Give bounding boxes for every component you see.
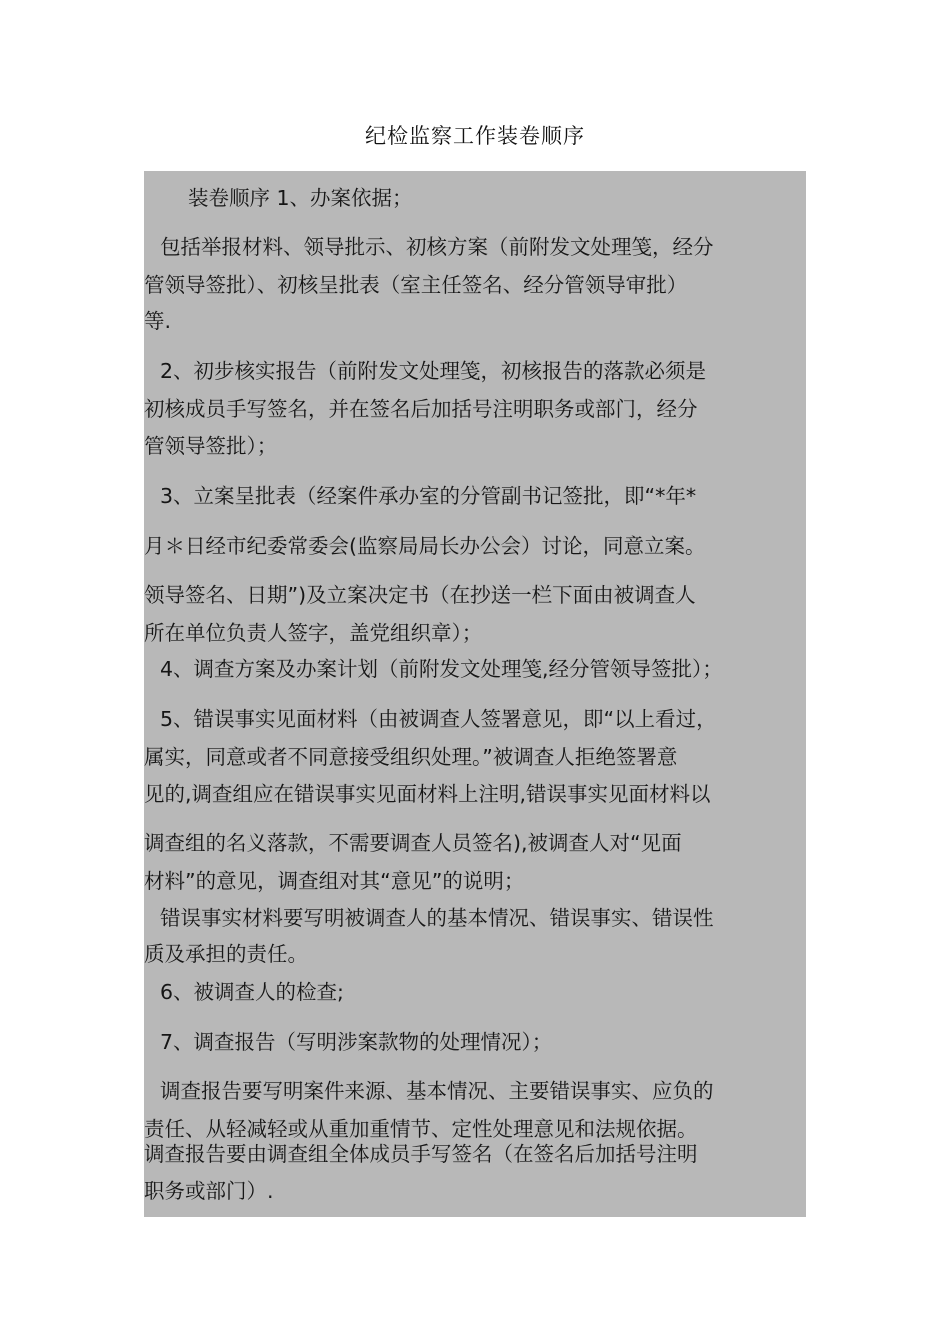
text-line: 6、被调查人的检查; — [160, 980, 344, 1004]
text-line: 材料”的意见，调查组对其“意见”的说明； — [144, 869, 525, 893]
text-line: 调查报告要由调查组全体成员手写签名（在签名后加括号注明 — [144, 1142, 698, 1166]
text-line: 职务或部门）. — [144, 1179, 274, 1203]
text-line: 2、初步核实报告（前附发文处理笺，初核报告的落款必须是 — [160, 359, 707, 383]
text-line: 错误事实材料要写明被调查人的基本情况、错误事实、错误性 — [160, 906, 714, 930]
text-line: 7、调查报告（写明涉案款物的处理情况）； — [160, 1030, 553, 1054]
text-line: 领导签名、日期”)及立案决定书（在抄送一栏下面由被调查人 — [144, 583, 696, 607]
text-line: 属实，同意或者不同意接受组织处理。”被调查人拒绝签署意 — [144, 745, 678, 769]
text-line: 包括举报材料、领导批示、初核方案（前附发文处理笺，经分 — [160, 235, 714, 259]
text-line: 调查报告要写明案件来源、基本情况、主要错误事实、应负的 — [160, 1079, 714, 1103]
text-line: 管领导签批）、初核呈批表（室主任签名、经分管领导审批） — [144, 273, 688, 297]
text-line: 调查组的名义落款，不需要调查人员签名),被调查人对“见面 — [144, 831, 682, 855]
text-line: 所在单位负责人签字，盖党组织章）； — [144, 621, 483, 645]
content-block — [144, 171, 806, 1217]
text-line: 管领导签批）； — [144, 434, 278, 458]
text-line: 4、调查方案及办案计划（前附发文处理笺,经分管领导签批）； — [160, 657, 723, 681]
text-line: 见的,调查组应在错误事实见面材料上注明,错误事实见面材料以 — [144, 782, 711, 806]
text-line: 装卷顺序 1、办案依据； — [188, 186, 413, 210]
text-line: 月＊日经市纪委常委会(监察局局长办公会）讨论，同意立案。 — [144, 534, 706, 558]
text-line: 3、立案呈批表（经案件承办室的分管副书记签批，即“*年* — [160, 484, 697, 508]
text-line: 5、错误事实见面材料（由被调查人签署意见，即“以上看过， — [160, 707, 717, 731]
text-line: 初核成员手写签名，并在签名后加括号注明职务或部门，经分 — [144, 397, 698, 421]
text-line: 责任、从轻减轻或从重加重情节、定性处理意见和法规依据。 — [144, 1117, 698, 1141]
page-title: 纪检监察工作装卷顺序 — [365, 124, 585, 148]
text-line: 质及承担的责任。 — [144, 942, 308, 966]
text-line: 等. — [144, 309, 172, 333]
